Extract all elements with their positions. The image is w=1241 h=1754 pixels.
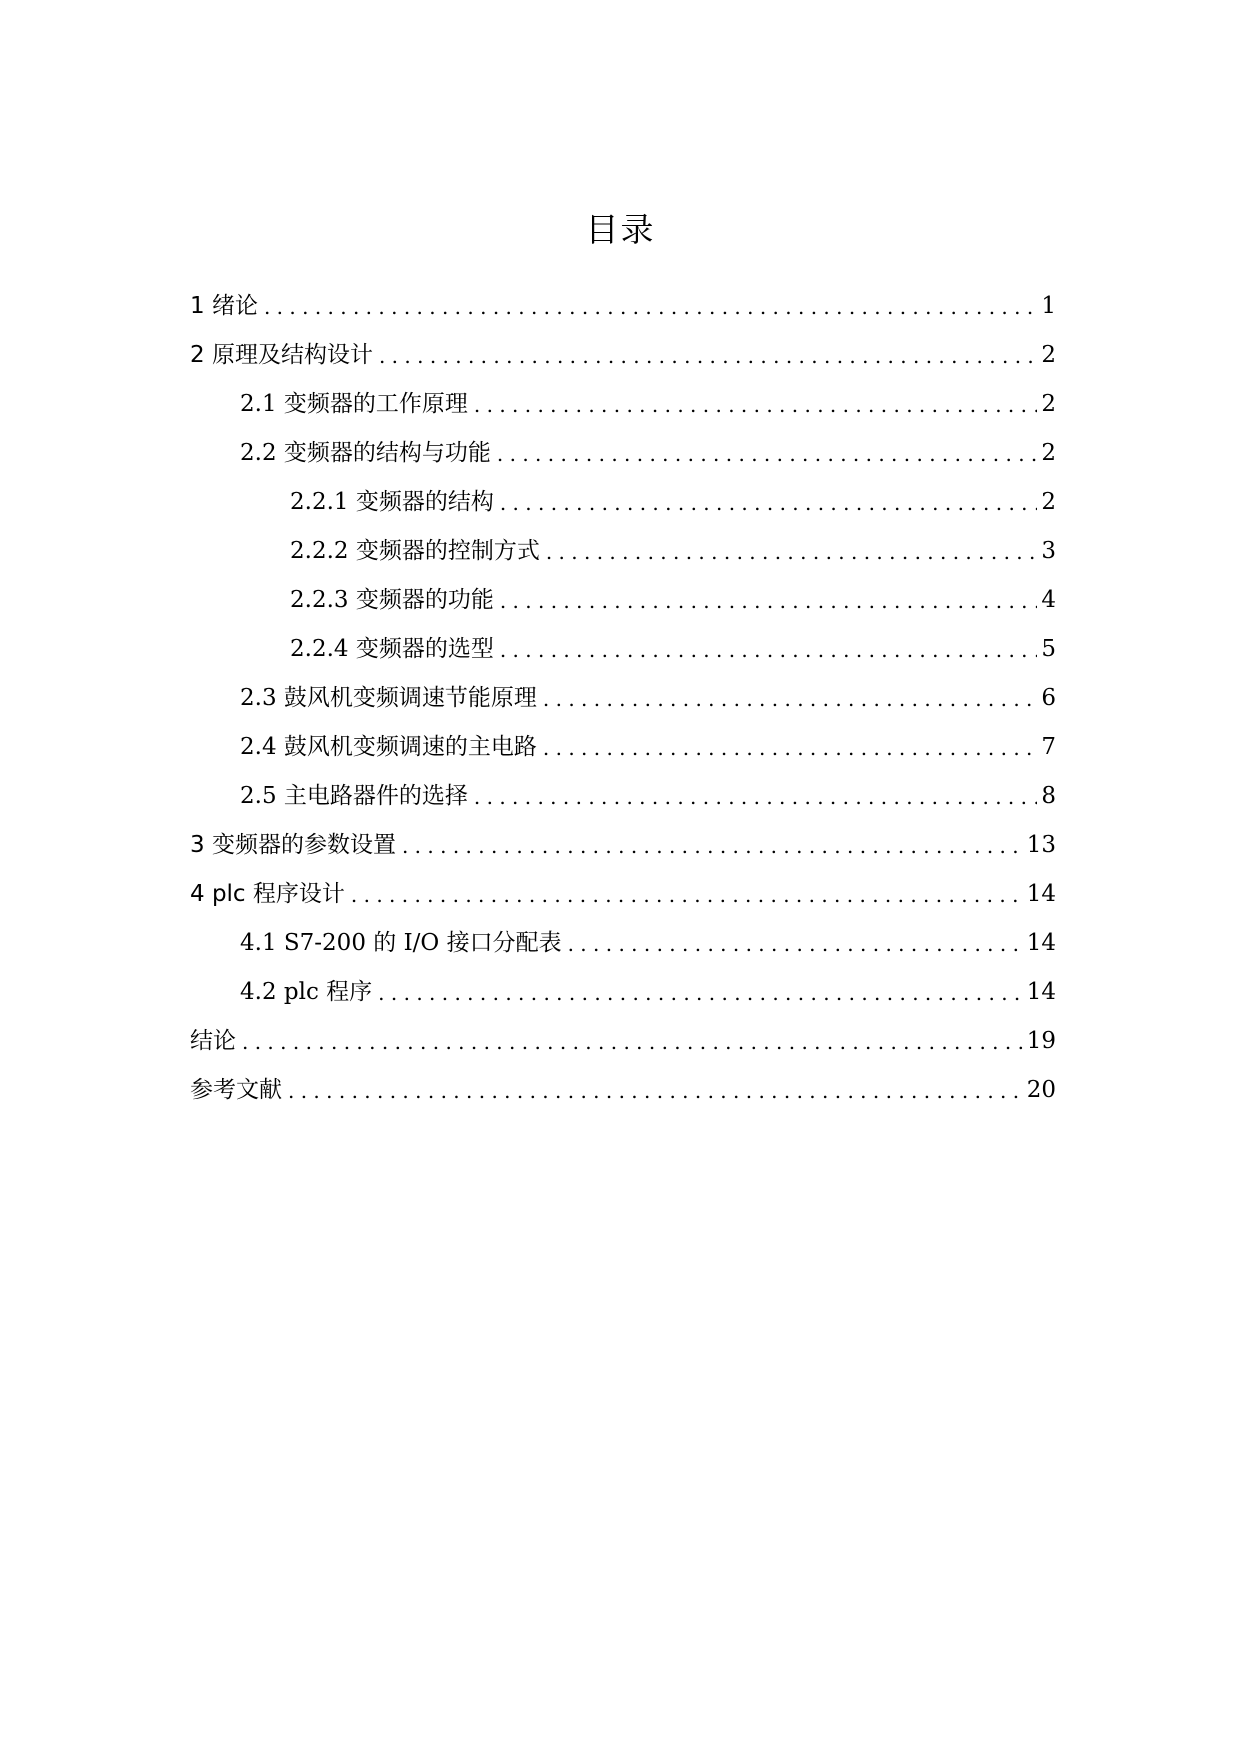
toc-entry[interactable] (190, 909, 1056, 958)
toc-page-number: 14 (1026, 881, 1056, 907)
toc-entry[interactable] (190, 958, 1056, 1007)
toc-page-number: 4 (1041, 587, 1056, 613)
toc-entry-title: 2.2.3 变频器的功能 (290, 587, 494, 613)
toc-page-number: 20 (1026, 1077, 1056, 1103)
toc-entry[interactable] (190, 860, 1056, 909)
dot-leader (351, 881, 1023, 909)
dot-leader (378, 979, 1023, 1007)
dot-leader (500, 636, 1038, 664)
toc-entry-title: 2.3 鼓风机变频调速节能原理 (240, 685, 537, 711)
toc-page-number: 5 (1041, 636, 1056, 662)
dot-leader (546, 538, 1038, 566)
toc-page-number: 14 (1026, 979, 1056, 1005)
dot-leader (500, 587, 1038, 615)
toc-entry-title: 2.2.1 变频器的结构 (290, 489, 494, 515)
toc-entry-title: 3 变频器的参数设置 (190, 832, 396, 858)
toc-entry-title: 4 plc 程序设计 (190, 881, 345, 907)
toc-page-number: 2 (1041, 342, 1056, 368)
dot-leader (568, 930, 1023, 958)
toc-page-number: 7 (1041, 734, 1056, 760)
toc-entry[interactable] (190, 615, 1056, 664)
toc-page-number: 2 (1041, 440, 1056, 466)
toc-page-number: 3 (1041, 538, 1056, 564)
toc-entry[interactable] (190, 272, 1056, 321)
toc-entry-title: 1 绪论 (190, 293, 258, 319)
toc-entry-title: 2.4 鼓风机变频调速的主电路 (240, 734, 537, 760)
toc-page-number: 2 (1041, 489, 1056, 515)
dot-leader (543, 685, 1037, 713)
dot-leader (288, 1077, 1023, 1105)
toc-entry[interactable] (190, 811, 1056, 860)
table-of-contents (190, 272, 1056, 1105)
toc-entry[interactable] (190, 566, 1056, 615)
toc-entry-title: 2.2.4 变频器的选型 (290, 636, 494, 662)
toc-page-number: 14 (1026, 930, 1056, 956)
toc-page-number: 2 (1041, 391, 1056, 417)
toc-entry[interactable] (190, 762, 1056, 811)
toc-entry[interactable] (190, 468, 1056, 517)
toc-entry-title: 2.1 变频器的工作原理 (240, 391, 468, 417)
toc-title: 目录 (585, 210, 656, 249)
dot-leader (264, 293, 1037, 321)
toc-entry[interactable] (190, 517, 1056, 566)
toc-entry-title: 2.2.2 变频器的控制方式 (290, 538, 540, 564)
dot-leader (500, 489, 1038, 517)
toc-entry-title: 结论 (190, 1028, 236, 1054)
dot-leader (379, 342, 1037, 370)
toc-entry-title: 4.2 plc 程序 (240, 979, 373, 1005)
toc-entry[interactable] (190, 1007, 1056, 1056)
dot-leader (543, 734, 1037, 762)
toc-entry[interactable] (190, 370, 1056, 419)
toc-page-number: 13 (1026, 832, 1056, 858)
toc-page-number: 8 (1041, 783, 1056, 809)
toc-entry[interactable] (190, 321, 1056, 370)
toc-entry[interactable] (190, 1056, 1056, 1105)
toc-entry-title: 2 原理及结构设计 (190, 342, 373, 368)
toc-entry-title: 2.2 变频器的结构与功能 (240, 440, 491, 466)
dot-leader (402, 832, 1023, 860)
toc-entry-title: 参考文献 (190, 1077, 282, 1103)
toc-entry[interactable] (190, 419, 1056, 468)
toc-page-number: 19 (1026, 1028, 1056, 1054)
dot-leader (497, 440, 1037, 468)
dot-leader (474, 783, 1037, 811)
toc-entry-title: 2.5 主电路器件的选择 (240, 783, 468, 809)
toc-page-number: 6 (1041, 685, 1056, 711)
toc-entry[interactable] (190, 713, 1056, 762)
dot-leader (242, 1028, 1023, 1056)
toc-entry[interactable] (190, 664, 1056, 713)
dot-leader (474, 391, 1037, 419)
toc-page-number: 1 (1041, 293, 1056, 319)
toc-entry-title: 4.1 S7-200 的 I/O 接口分配表 (240, 930, 562, 956)
